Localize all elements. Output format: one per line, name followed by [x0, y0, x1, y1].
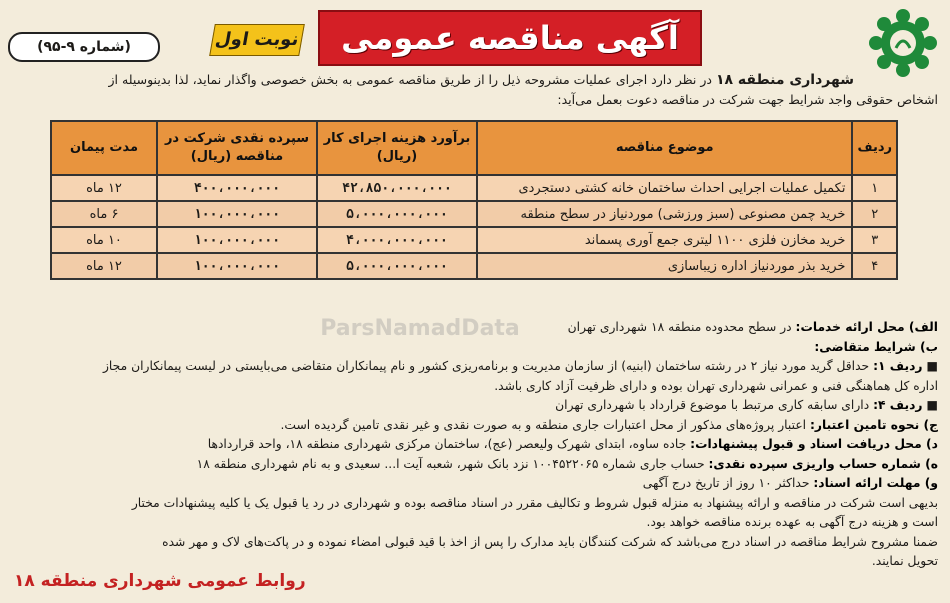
- section-d: [12, 435, 938, 455]
- row-subject: خرید مخازن فلزی ۱۱۰۰ لیتری جمع آوری پسماند: [477, 227, 852, 253]
- intro-text: در نظر دارد اجرای عملیات مشروحه ذیل را از طریق مناقصه عمومی به بخش خصوصی واگذار نماید، لذا بدینوسیله از: [108, 72, 712, 87]
- section-b-label: ب) شرایط متقاضی:: [814, 339, 938, 354]
- intro-text-2: اشخاص حقوقی واجد شرایط جهت شرکت در مناقصه دعوت بعمل می‌آید:: [557, 92, 938, 107]
- row-duration: ۱۲ ماه: [51, 253, 157, 279]
- conditions-block: [12, 318, 938, 572]
- section-a-text: در سطح محدوده منطقه ۱۸ شهرداری تهران: [567, 320, 792, 334]
- row-duration: ۱۰ ماه: [51, 227, 157, 253]
- notice-number: (شماره ۹-۹۵): [8, 32, 160, 62]
- footer-signature: روابط عمومی شهرداری منطقه ۱۸: [14, 571, 306, 591]
- section-b1: ■ ردیف ۱: حداقل گرید مورد نیاز ۲ در رشته ساختمان (ابنیه) از سازمان مدیریت و برنامه‌ریزی کشور و نام پیمانکاران متقاضی می‌بایستی در لیست پیمانکاران مجاز: [102, 359, 938, 373]
- round-badge: نوبت اول: [209, 24, 305, 56]
- municipality-logo: [868, 8, 938, 78]
- row-index: ۴: [852, 253, 897, 279]
- row-subject: تکمیل عملیات اجرایی احداث ساختمان خانه کشتی دستجردی: [477, 175, 852, 201]
- section-c: [12, 416, 938, 436]
- table-row: [51, 227, 897, 253]
- col-subject-header: موضوع مناقصه: [477, 121, 852, 175]
- section-b4-label: ردیف ۴:: [873, 398, 923, 412]
- section-e: [12, 455, 938, 475]
- row-subject: خرید بذر موردنیاز اداره زیباسازی: [477, 253, 852, 279]
- section-b4: ■ ردیف ۴: دارای سابقه کاری مرتبط با موضوع قرارداد با شهرداری تهران: [555, 398, 938, 412]
- row-subject: خرید چمن مصنوعی (سبز ورزشی) موردنیاز در سطح منطقه: [477, 201, 852, 227]
- row-estimate: ۴۲،۸۵۰،۰۰۰،۰۰۰: [317, 175, 477, 201]
- note-2: ضمنا مشروح شرایط مناقصه در اسناد درج می‌باشد که شرکت کنندگان باید مدارک را پس از اخذ با قید قبولی امضاء نموده و در پاکت‌های لاک و مهر شده: [162, 534, 938, 549]
- section-a: [12, 318, 938, 338]
- section-a-label: الف) محل ارائه خدمات:: [795, 320, 938, 334]
- intro-paragraph: [18, 70, 854, 90]
- section-c-label: ج) نحوه تامین اعتبار:: [810, 417, 938, 432]
- section-f-label: و) مهلت ارائه اسناد:: [813, 476, 938, 490]
- row-estimate: ۵،۰۰۰،۰۰۰،۰۰۰: [317, 201, 477, 227]
- section-f-text: حداکثر ۱۰ روز از تاریخ درج آگهی: [642, 476, 810, 490]
- section-d-text: جاده ساوه، ابتدای شهرک ولیعصر (عج)، ساختمان مرکزی شهرداری منطقه ۱۸، واحد قراردادها: [207, 437, 687, 451]
- section-b1-text: حداقل گرید مورد نیاز ۲ در رشته ساختمان (ابنیه) از سازمان مدیریت و برنامه‌ریزی کشور و نام پیمانکاران متقاضی می‌بایستی در لیست پیمانکاران مجاز: [102, 359, 870, 373]
- table-row: [51, 253, 897, 279]
- table-header-row: [51, 121, 897, 175]
- section-c-text: اعتبار پروژه‌های مذکور از محل اعتبارات جاری منطقه و به صورت نقدی و غیر نقدی تامین گردیده است.: [280, 417, 807, 432]
- section-b4-text: دارای سابقه کاری مرتبط با موضوع قرارداد با شهرداری تهران: [555, 398, 870, 412]
- row-index: ۲: [852, 201, 897, 227]
- col-estimate-header: برآورد هزینه اجرای کار (ریال): [317, 121, 477, 175]
- note-1: بدیهی است شرکت در مناقصه و ارائه پیشنهاد به منزله قبول شروط و تکالیف مقرر در اسناد مناقصه بوده و شهرداری در رد یا قبول یک یا کلیه پیشنهادات مختار: [131, 495, 938, 510]
- row-duration: ۶ ماه: [51, 201, 157, 227]
- row-deposit: ۱۰۰،۰۰۰،۰۰۰: [157, 253, 317, 279]
- watermark: ParsNamadData: [320, 316, 520, 341]
- page-title: آگهی مناقصه عمومی: [318, 10, 702, 66]
- section-e-text: حساب جاری شماره ۱۰۰۴۵۲۲۰۶۵ نزد بانک شهر، شعبه آیت ا... سعیدی و به نام شهرداری منطقه ۱۸: [196, 456, 705, 471]
- row-estimate: ۵،۰۰۰،۰۰۰،۰۰۰: [317, 253, 477, 279]
- row-deposit: ۴۰۰،۰۰۰،۰۰۰: [157, 175, 317, 201]
- tender-table: [50, 120, 898, 280]
- row-deposit: ۱۰۰،۰۰۰،۰۰۰: [157, 201, 317, 227]
- table-row: [51, 175, 897, 201]
- row-duration: ۱۲ ماه: [51, 175, 157, 201]
- col-duration-header: مدت پیمان: [51, 121, 157, 175]
- section-b1-cont: اداره کل هماهنگی فنی و عمرانی شهرداری تهران بوده و دارای ظرفیت آزاد کاری باشد.: [494, 378, 938, 393]
- row-index: ۱: [852, 175, 897, 201]
- row-index: ۳: [852, 227, 897, 253]
- section-f: [12, 474, 938, 494]
- org-name: شهرداری منطقه ۱۸: [715, 72, 854, 88]
- row-deposit: ۱۰۰،۰۰۰،۰۰۰: [157, 227, 317, 253]
- col-deposit-header: سپرده نقدی شرکت در مناقصه (ریال): [157, 121, 317, 175]
- note-2-cont: تحویل نمایند.: [871, 554, 938, 568]
- section-d-label: د) محل دریافت اسناد و قبول پیشنهادات:: [690, 437, 938, 451]
- table-row: [51, 201, 897, 227]
- section-e-label: ه) شماره حساب واریزی سپرده نقدی:: [708, 456, 938, 471]
- section-b: [12, 338, 938, 358]
- row-estimate: ۴،۰۰۰،۰۰۰،۰۰۰: [317, 227, 477, 253]
- section-b1-label: ردیف ۱:: [873, 359, 923, 373]
- note-1-cont: است و هزینه درج آگهی به عهده برنده مناقصه خواهد بود.: [646, 515, 938, 529]
- col-index-header: ردیف: [852, 121, 897, 175]
